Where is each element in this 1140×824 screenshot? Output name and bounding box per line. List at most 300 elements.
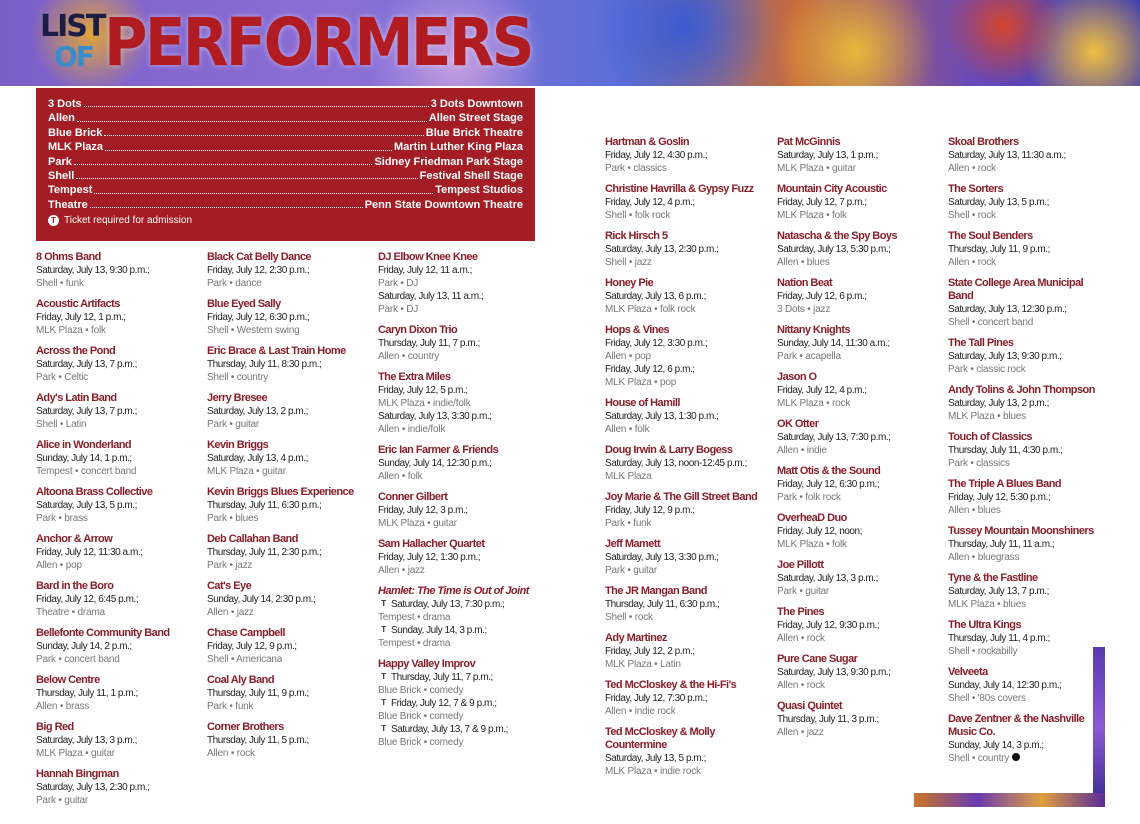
separator: • <box>421 685 430 696</box>
venue: MLK Plaza <box>948 411 995 422</box>
separator: • <box>624 565 634 576</box>
venue-genre <box>777 491 947 504</box>
genre: folk rock <box>634 210 671 221</box>
show-time <box>605 363 775 376</box>
separator: • <box>798 680 807 691</box>
venue-genre <box>777 303 947 316</box>
performer-name: Kevin Briggs <box>207 439 269 451</box>
venue-genre <box>948 209 1098 222</box>
show-time <box>36 687 206 700</box>
venue: Allen <box>948 257 970 268</box>
venue-genre <box>605 658 775 671</box>
performer-name: Touch of Classics <box>948 431 1032 443</box>
venue-full-name: Allen Street Stage <box>428 112 523 125</box>
venue-genre <box>378 637 548 650</box>
show-time <box>378 337 548 350</box>
genre: funk <box>235 701 254 712</box>
performer-name: Corner Brothers <box>207 721 284 733</box>
performer-entry <box>36 439 206 478</box>
venue: Park <box>605 565 625 576</box>
performer-column-5 <box>777 136 947 747</box>
separator: • <box>969 210 978 221</box>
venue: Shell <box>948 693 970 704</box>
performer-entry <box>777 230 947 269</box>
separator: • <box>228 748 237 759</box>
venue: Tempest <box>36 466 73 477</box>
show-time <box>378 410 548 423</box>
title-list: LIST <box>40 9 105 44</box>
separator: • <box>798 633 807 644</box>
performer-name: The Extra Miles <box>378 371 451 383</box>
show-time <box>207 640 377 653</box>
venue: Tempest <box>378 612 415 623</box>
performer-name: State College Area Municipal Band <box>948 277 1084 302</box>
separator: • <box>651 659 661 670</box>
performer-entry <box>948 713 1098 765</box>
show-time <box>36 311 206 324</box>
separator: • <box>969 753 978 764</box>
performer-entry <box>948 337 1098 376</box>
show-datetime: Sunday, July 14, 3 p.m.; <box>948 740 1044 751</box>
show-datetime: Saturday, July 13, 7 & 9 p.m.; <box>391 724 508 735</box>
performer-name: Hannah Bingman <box>36 768 119 780</box>
show-time <box>378 457 548 470</box>
venue: Allen <box>777 633 799 644</box>
ticket-icon: T <box>378 624 389 635</box>
performer-name: Alice in Wonderland <box>36 439 132 451</box>
decorative-art-strip <box>914 793 1105 807</box>
show-time <box>948 491 1098 504</box>
performer-entry <box>948 619 1098 658</box>
venue-genre <box>378 564 548 577</box>
legend-row <box>48 140 523 154</box>
separator: • <box>55 513 65 524</box>
legend-row <box>48 111 523 125</box>
venue-genre <box>605 765 775 778</box>
venue: Shell <box>207 654 229 665</box>
show-datetime: Sunday, July 14, 11:30 a.m.; <box>777 338 890 349</box>
performer-entry <box>36 627 206 666</box>
performer-entry <box>777 512 947 551</box>
genre: blues <box>1003 599 1026 610</box>
ticket-icon: T <box>48 215 59 226</box>
performer-name: Bard in the Boro <box>36 580 114 592</box>
venue-genre <box>605 611 775 624</box>
performer-entry <box>378 491 548 530</box>
genre: rock <box>832 398 851 409</box>
show-datetime: Sunday, July 14, 2:30 p.m.; <box>207 594 316 605</box>
dot-leader <box>104 126 423 136</box>
genre: folk <box>832 539 847 550</box>
genre: brass <box>64 513 88 524</box>
show-time <box>378 598 548 611</box>
genre: guitar <box>262 466 286 477</box>
performer-name: Ted McCloskey & the Hi-Fi's <box>605 679 737 691</box>
performer-name: The Triple A Blues Band <box>948 478 1062 490</box>
separator: • <box>626 351 635 362</box>
performer-entry <box>605 397 775 436</box>
genre: Western swing <box>236 325 300 336</box>
dot-leader <box>74 155 373 165</box>
genre: drama <box>422 638 451 649</box>
show-time <box>777 196 947 209</box>
venue: Shell <box>207 325 229 336</box>
separator: • <box>823 398 833 409</box>
performer-entry <box>605 277 775 316</box>
performer-name: Coal Aly Band <box>207 674 275 686</box>
venue: Allen <box>378 565 400 576</box>
show-datetime: Friday, July 12, 11:30 a.m.; <box>36 547 143 558</box>
venue-genre <box>378 710 548 723</box>
ticket-icon: T <box>378 723 389 734</box>
performer-entry <box>378 658 548 749</box>
performer-name: Tyne & the Fastline <box>948 572 1038 584</box>
show-datetime: Friday, July 12, 3 p.m.; <box>378 505 468 516</box>
performer-entry <box>207 721 377 760</box>
separator: • <box>399 565 408 576</box>
performer-name: Bellefonte Community Band <box>36 627 170 639</box>
show-time <box>777 431 947 444</box>
show-time <box>36 781 206 794</box>
performer-entry <box>777 277 947 316</box>
show-datetime: Saturday, July 13, 9:30 p.m.; <box>948 351 1062 362</box>
separator: • <box>421 737 430 748</box>
venue-genre <box>378 684 548 697</box>
venue-genre <box>36 700 206 713</box>
show-datetime: Thursday, July 11, 11 a.m.; <box>948 539 1055 550</box>
performer-entry <box>777 606 947 645</box>
show-datetime: Friday, July 12, 7:30 p.m.; <box>605 693 708 704</box>
venue-genre <box>36 794 206 807</box>
performer-entry <box>207 580 377 619</box>
venue-genre <box>777 162 947 175</box>
performer-entry <box>605 726 775 778</box>
performer-entry <box>948 183 1098 222</box>
performer-name: The Soul Benders <box>948 230 1033 242</box>
venue-genre <box>36 512 206 525</box>
show-time <box>207 499 377 512</box>
performer-entry <box>207 345 377 384</box>
venue: Park <box>36 654 56 665</box>
venue-genre <box>777 538 947 551</box>
separator: • <box>651 766 661 777</box>
show-datetime: Thursday, July 11, 6:30 p.m.; <box>605 599 720 610</box>
venue-genre <box>605 209 775 222</box>
separator: • <box>969 552 978 563</box>
show-datetime: Saturday, July 13, 9:30 p.m.; <box>36 265 150 276</box>
venue-full-name: Sidney Friedman Park Stage <box>374 155 523 168</box>
performer-entry <box>36 533 206 572</box>
show-datetime: Friday, July 12, 6:30 p.m.; <box>777 479 880 490</box>
ticket-note <box>48 215 523 226</box>
show-time <box>948 632 1098 645</box>
show-datetime: Saturday, July 13, noon-12:45 p.m.; <box>605 458 747 469</box>
show-datetime: Saturday, July 13, 4 p.m.; <box>207 453 308 464</box>
performer-entry <box>378 251 548 316</box>
performer-name: House of Hamill <box>605 397 680 409</box>
separator: • <box>399 424 408 435</box>
show-datetime: Friday, July 12, 9 p.m.; <box>605 505 695 516</box>
venue: MLK Plaza <box>605 377 652 388</box>
performer-name: Jeff Mamett <box>605 538 661 550</box>
genre: guitar <box>805 586 830 597</box>
genre: indie rock <box>660 766 701 777</box>
genre: blues <box>235 513 259 524</box>
show-datetime: Saturday, July 13, 7:30 p.m.; <box>391 599 505 610</box>
venue-full-name: Festival Shell Stage <box>419 170 523 183</box>
show-time <box>36 546 206 559</box>
separator: • <box>796 351 806 362</box>
show-datetime: Friday, July 12, 11 a.m.; <box>378 265 472 276</box>
show-time <box>378 384 548 397</box>
performer-entry <box>378 371 548 436</box>
performer-name: Big Red <box>36 721 74 733</box>
performer-entry <box>207 298 377 337</box>
performer-entry <box>777 653 947 692</box>
separator: • <box>228 372 237 383</box>
performer-entry <box>948 525 1098 564</box>
show-datetime: Saturday, July 13, 3:30 p.m.; <box>605 552 719 563</box>
genre: funk <box>633 518 652 529</box>
genre: pop <box>634 351 651 362</box>
performer-name: The Ultra Kings <box>948 619 1022 631</box>
venue-genre <box>605 517 775 530</box>
performer-column-2 <box>207 251 377 768</box>
separator: • <box>823 210 833 221</box>
venue-genre <box>605 350 775 363</box>
show-time <box>378 624 548 637</box>
separator: • <box>969 646 978 657</box>
show-datetime: Sunday, July 14, 12:30 p.m.; <box>948 680 1062 691</box>
show-datetime: Friday, July 12, 9:30 p.m.; <box>777 620 880 631</box>
venue: Allen <box>777 727 799 738</box>
performer-name: Hartman & Goslin <box>605 136 690 148</box>
show-datetime: Thursday, July 11, 1 p.m.; <box>36 688 138 699</box>
separator: • <box>228 325 237 336</box>
separator: • <box>969 317 978 328</box>
show-datetime: Thursday, July 11, 9 p.m.; <box>207 688 309 699</box>
performer-name: Mountain City Acoustic <box>777 183 887 195</box>
separator: • <box>626 706 635 717</box>
venue: Theatre <box>36 607 70 618</box>
performer-name: OverheaD Duo <box>777 512 847 524</box>
venue: Shell <box>36 419 58 430</box>
legend-row <box>48 97 523 111</box>
venue-genre <box>948 504 1098 517</box>
venue: Allen <box>378 424 400 435</box>
genre: brass <box>65 701 90 712</box>
show-time <box>378 551 548 564</box>
dot-leader <box>84 97 429 107</box>
genre: folk <box>634 424 650 435</box>
show-datetime: Friday, July 12, noon; <box>777 526 862 537</box>
separator: • <box>226 419 236 430</box>
venue: Park <box>777 351 797 362</box>
genre: drama <box>422 612 451 623</box>
show-datetime: Friday, July 12, 6 p.m.; <box>777 291 867 302</box>
performer-entry <box>36 721 206 760</box>
venue-genre <box>605 256 775 269</box>
show-datetime: Friday, July 12, 5 p.m.; <box>378 385 468 396</box>
genre: guitar <box>235 419 260 430</box>
show-time <box>605 149 775 162</box>
performer-name: Acoustic Artifacts <box>36 298 120 310</box>
genre: comedy <box>429 737 464 748</box>
performer-entry <box>948 666 1098 705</box>
genre: folk <box>91 325 106 336</box>
venue: MLK Plaza <box>378 518 425 529</box>
show-datetime: Sunday, July 14, 2 p.m.; <box>36 641 132 652</box>
performer-entry <box>605 679 775 718</box>
separator: • <box>399 351 408 362</box>
genre: indie/folk <box>407 424 446 435</box>
legend-row <box>48 198 523 212</box>
venue-genre <box>948 692 1098 705</box>
genre: guitar <box>633 565 658 576</box>
show-datetime: Friday, July 12, 6:45 p.m.; <box>36 594 139 605</box>
performer-entry <box>605 324 775 389</box>
venue: Allen <box>605 351 627 362</box>
performer-name: The Pines <box>777 606 825 618</box>
show-time <box>36 405 206 418</box>
separator: • <box>397 304 407 315</box>
show-time <box>605 196 775 209</box>
venue: Blue Brick <box>378 711 422 722</box>
venue-genre <box>378 423 548 436</box>
performer-entry <box>948 431 1098 470</box>
venue-abbreviation: Blue Brick <box>48 126 103 139</box>
show-datetime: Thursday, July 11, 5 p.m.; <box>207 735 309 746</box>
performer-name: Eric Brace & Last Train Home <box>207 345 346 357</box>
venue: Allen <box>948 552 970 563</box>
genre: Celtic <box>64 372 89 383</box>
performer-name: Ady's Latin Band <box>36 392 117 404</box>
performer-name: Black Cat Belly Dance <box>207 251 312 263</box>
venue: Allen <box>777 257 799 268</box>
venue: Shell <box>948 646 970 657</box>
performer-entry <box>36 580 206 619</box>
show-time <box>378 671 548 684</box>
performer-entry <box>777 183 947 222</box>
show-time <box>605 551 775 564</box>
genre: Americana <box>236 654 283 665</box>
show-time <box>605 243 775 256</box>
show-time <box>777 666 947 679</box>
venue-genre <box>777 444 947 457</box>
venue: Tempest <box>378 638 415 649</box>
venue-genre <box>777 209 947 222</box>
venue: Allen <box>378 351 400 362</box>
show-datetime: Thursday, July 11, 2:30 p.m.; <box>207 547 322 558</box>
show-time <box>207 687 377 700</box>
venue: Park <box>207 513 227 524</box>
performer-entry <box>207 486 377 525</box>
genre: country <box>407 351 440 362</box>
venue: Allen <box>777 445 799 456</box>
show-time <box>207 593 377 606</box>
separator: • <box>397 278 407 289</box>
performer-entry <box>605 183 775 222</box>
performer-entry <box>777 700 947 739</box>
venue-genre <box>36 606 206 619</box>
performer-name: The Tall Pines <box>948 337 1014 349</box>
venue-genre <box>207 747 377 760</box>
end-mark-icon <box>1012 753 1020 761</box>
legend-row <box>48 126 523 140</box>
venue: Park <box>207 560 227 571</box>
performer-name: Doug Irwin & Larry Bogess <box>605 444 733 456</box>
genre: comedy <box>429 685 464 696</box>
show-time <box>777 290 947 303</box>
show-time <box>207 311 377 324</box>
venue: Shell <box>948 753 970 764</box>
performer-entry <box>605 585 775 624</box>
performer-entry <box>777 418 947 457</box>
show-datetime: Friday, July 12, 9 p.m.; <box>207 641 297 652</box>
performer-name: Tussey Mountain Moonshiners <box>948 525 1094 537</box>
venue: Shell <box>207 372 229 383</box>
venue-genre <box>207 606 377 619</box>
show-time <box>777 525 947 538</box>
show-datetime: Friday, July 12, 1 p.m.; <box>36 312 126 323</box>
performer-name: Altoona Brass Collective <box>36 486 153 498</box>
venue: Allen <box>777 680 799 691</box>
venue: Allen <box>948 505 970 516</box>
show-time <box>207 452 377 465</box>
separator: • <box>969 163 978 174</box>
show-datetime: Saturday, July 13, 9:30 p.m.; <box>777 667 891 678</box>
separator: • <box>798 257 807 268</box>
show-time <box>948 538 1098 551</box>
genre: jazz <box>634 257 652 268</box>
genre: classics <box>633 163 667 174</box>
separator: • <box>72 466 81 477</box>
separator: • <box>226 513 236 524</box>
performer-entry <box>36 251 206 290</box>
venue: Park <box>605 518 625 529</box>
performer-column-3 <box>378 251 548 757</box>
separator: • <box>798 445 807 456</box>
show-datetime: Friday, July 12, 7 & 9 p.m.; <box>391 698 497 709</box>
performer-name: Jerry Bresee <box>207 392 268 404</box>
performer-entry <box>378 538 548 577</box>
show-datetime: Friday, July 12, 6 p.m.; <box>605 364 695 375</box>
performer-name: The JR Mangan Band <box>605 585 707 597</box>
separator: • <box>57 560 66 571</box>
ticket-note-text: Ticket required for admission <box>64 215 193 227</box>
show-datetime: Thursday, July 11, 7 p.m.; <box>391 672 493 683</box>
show-datetime: Saturday, July 13, 1:30 p.m.; <box>605 411 719 422</box>
show-datetime: Sunday, July 14, 1 p.m.; <box>36 453 132 464</box>
venue-abbreviation: 3 Dots <box>48 98 82 110</box>
show-datetime: Saturday, July 13, 7 p.m.; <box>948 586 1049 597</box>
performer-name: Matt Otis & the Sound <box>777 465 881 477</box>
separator: • <box>226 278 236 289</box>
show-time <box>207 546 377 559</box>
show-time <box>948 196 1098 209</box>
performer-name: Below Centre <box>36 674 100 686</box>
legend-row <box>48 169 523 183</box>
venue-abbreviation: Allen <box>48 112 75 125</box>
venue: Park <box>207 278 227 289</box>
separator: • <box>55 795 65 806</box>
separator: • <box>82 325 92 336</box>
page-title: PERFORMERS <box>104 4 532 81</box>
venue-genre <box>605 162 775 175</box>
venue-genre <box>36 324 206 337</box>
show-datetime: Thursday, July 11, 9 p.m.; <box>948 244 1050 255</box>
show-time <box>207 734 377 747</box>
